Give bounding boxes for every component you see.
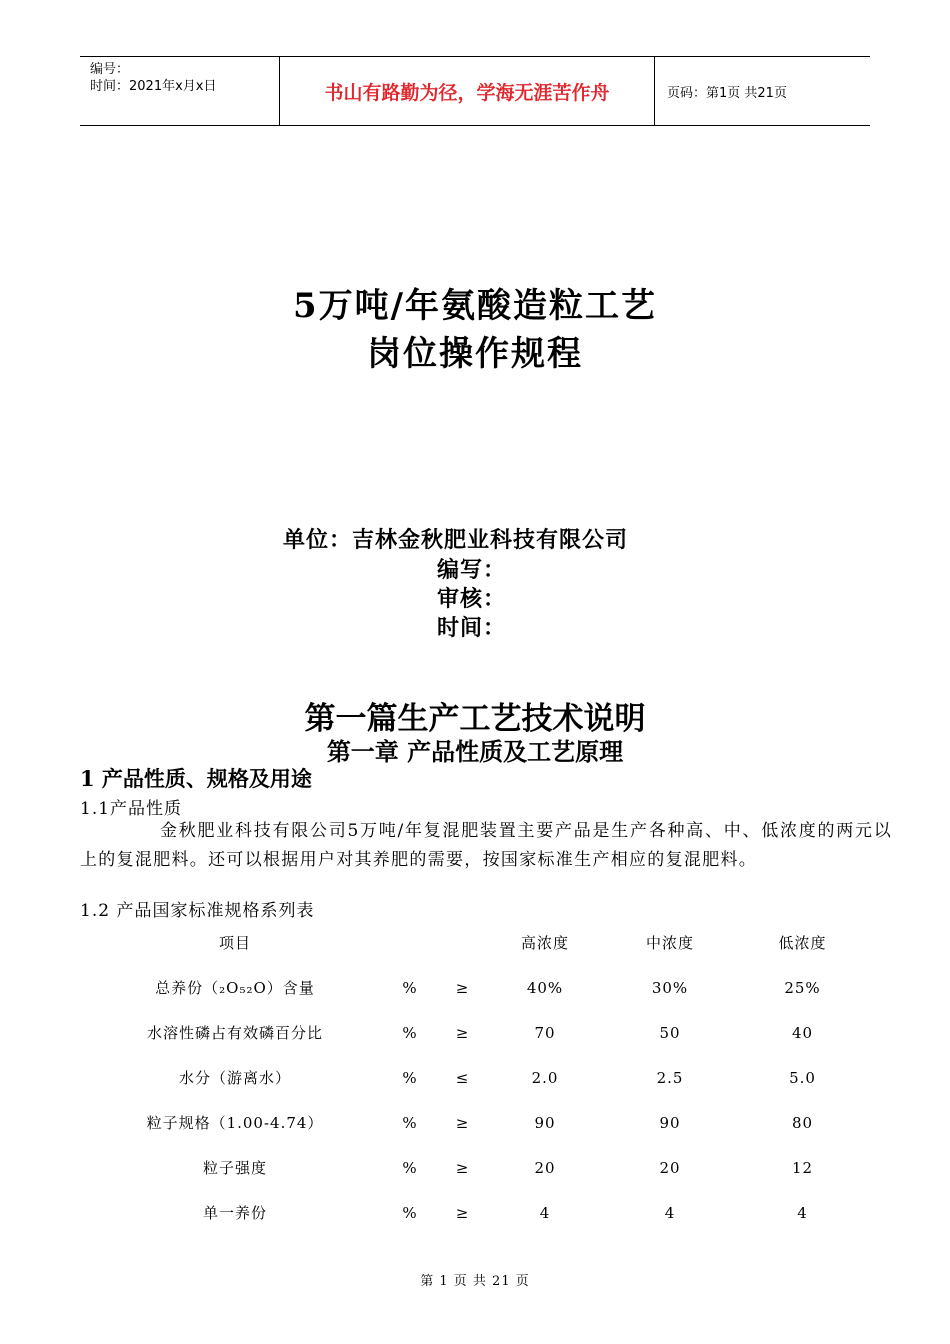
table-row — [100, 1100, 880, 1145]
table-cell: % — [402, 978, 418, 997]
table-cell: 水分（游离水） — [178, 1069, 291, 1087]
table-cell: 90 — [534, 1113, 556, 1132]
table-cell: % — [402, 1113, 418, 1132]
table-cell: 粒子规格（1.00-4.74） — [146, 1114, 324, 1132]
table-cell: 水溶性磷占有效磷百分比 — [146, 1024, 323, 1042]
table-cell: 40 — [791, 1023, 814, 1042]
table-cell: 单一养份 — [202, 1204, 267, 1222]
table-cell: 90 — [659, 1113, 681, 1132]
header-cell: 高浓度 — [520, 934, 569, 952]
header-cell: 中浓度 — [645, 934, 694, 952]
meta-writer: 编写： — [437, 557, 507, 583]
spec-table — [100, 920, 880, 1235]
header-cell — [370, 920, 450, 965]
table-cell: ≥ — [455, 978, 470, 997]
table-cell: 25% — [784, 978, 821, 997]
subsection-1-1: 1.1产品性质 — [80, 799, 183, 819]
doc-title-line1: 5万吨/年氨酸造粒工艺 — [292, 286, 658, 326]
header-cell — [450, 920, 475, 965]
table-cell: 粒子强度 — [202, 1159, 267, 1177]
page-header — [80, 56, 870, 126]
table-cell: % — [402, 1158, 418, 1177]
header-cell: 低浓度 — [778, 934, 827, 952]
header-cell: 项目 — [218, 934, 251, 952]
table-cell: ≥ — [455, 1158, 470, 1177]
table-cell: ≥ — [455, 1113, 470, 1132]
table-row — [100, 1190, 880, 1235]
header-page-info: 页码：第1页 共21页 — [667, 85, 787, 101]
table-cell: 20 — [534, 1158, 556, 1177]
table-cell: ≥ — [455, 1203, 470, 1222]
chapter-title: 第一章 产品性质及工艺原理 — [326, 737, 624, 766]
table-cell: 12 — [791, 1158, 814, 1177]
table-cell: 4 — [539, 1203, 551, 1222]
table-row — [100, 1145, 880, 1190]
meta-unit: 单位：吉林金秋肥业科技有限公司 — [283, 527, 629, 553]
table-cell: % — [402, 1023, 418, 1042]
table-cell: 5.0 — [789, 1068, 816, 1087]
table-cell: 4 — [664, 1203, 676, 1222]
table-cell: % — [402, 1068, 418, 1087]
table-cell: 总养份（₂O₅₂O）含量 — [155, 979, 315, 997]
time-label: 时间：2021年x月x日 — [90, 79, 217, 94]
table-cell: ≥ — [455, 1023, 470, 1042]
table-cell: 20 — [659, 1158, 681, 1177]
table-row — [100, 965, 880, 1010]
table-cell: ≤ — [455, 1068, 470, 1087]
table-cell: 2.5 — [656, 1068, 684, 1087]
number-label: 编号： — [90, 62, 130, 77]
meta-time: 时间： — [437, 615, 507, 641]
table-cell: % — [402, 1203, 418, 1222]
meta-reviewer: 审核： — [437, 586, 507, 612]
part-title: 第一篇生产工艺技术说明 — [304, 701, 646, 737]
header-motto: 书山有路勤为径，学海无涯苦作舟 — [280, 57, 655, 125]
table-row — [100, 1010, 880, 1055]
table-cell: 50 — [659, 1023, 681, 1042]
table-cell: 30% — [651, 978, 689, 997]
section-heading: 1 产品性质、规格及用途 — [80, 766, 312, 791]
table-cell: 80 — [791, 1113, 814, 1132]
table-cell: 2.0 — [531, 1068, 559, 1087]
header-left — [80, 57, 280, 125]
table-row — [100, 1055, 880, 1100]
subsection-1-2: 1.2 产品国家标准规格系列表 — [80, 901, 315, 921]
doc-title-line2: 岗位操作规程 — [367, 334, 583, 374]
table-cell: 4 — [797, 1203, 808, 1222]
page-footer: 第 1 页 共 21 页 — [420, 1274, 530, 1289]
table-cell: 40% — [526, 978, 564, 997]
product-paragraph: 金秋肥业科技有限公司5万吨/年复混肥装置主要产品是生产各种高、中、低浓度的两元以上的复混肥料。还可以根据用户对其养肥的需要，按国家标准生产相应的复混肥料。 — [80, 821, 892, 870]
table-header-row — [100, 920, 880, 965]
table-cell: 70 — [534, 1023, 556, 1042]
